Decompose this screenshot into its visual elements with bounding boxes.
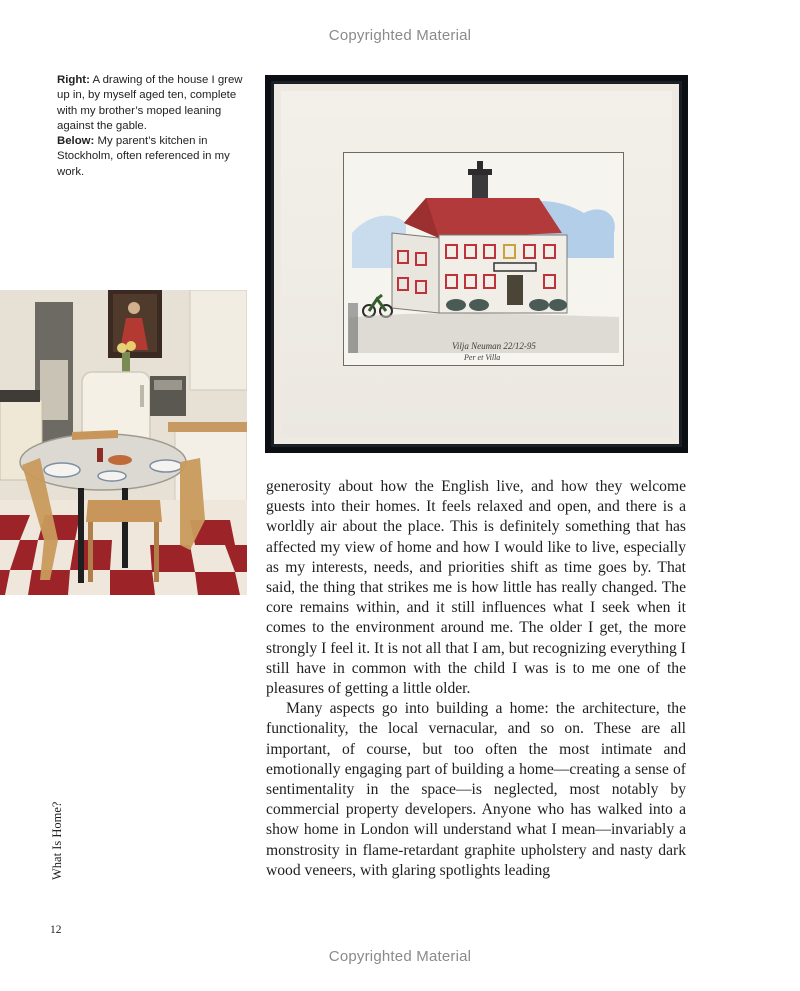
- house-drawing: [344, 153, 623, 365]
- drawing-signature-line2: Per et Villa: [464, 353, 501, 362]
- copyright-watermark-bottom: Copyrighted Material: [328, 948, 472, 965]
- caption-right-label: Right:: [57, 74, 90, 86]
- body-paragraph-1: generosity about how the English live, and how they welcome guests into their homes. It feels relaxed and open, and there is a worldly air about the place. This is definitely something that has affected my view of home and how I would like to live, especially as my interests, needs, and priorities shift as time goes by. That said, the thing that strikes me is how little has really changed. The core remains within, and it still influences what I seek when it comes to the environment around me. The older I get, the more strongly I feel it. It is not all that I am, but recognizing everything I still have in common with the child I was is to me one of the pleasures of getting a little older.: [266, 478, 686, 698]
- body-paragraph-2: Many aspects go into building a home: the architecture, the functionality, the local vernacular, and so on. These are all important, of course, but too often the most intimate and emotionally engaging part of building a home—creating a sense of sentimentality in the space—is neglected, most notably by commercial property developers. Anyone who has walked into a show home in London will understand what I mean—invariably a monstrosity in flame-retardant graphite upholstery and nasty dark wood veneers, with glaring spotlights leading: [266, 700, 686, 879]
- framed-drawing: [265, 75, 688, 453]
- caption-below: [57, 134, 257, 180]
- page-number: 12: [50, 924, 62, 936]
- caption-right-text: A drawing of the house I grew up in, by myself aged ten, complete with my brother’s moped leaning against the gable.: [57, 74, 243, 132]
- picture-mat: [281, 91, 672, 437]
- kitchen-photo: [0, 290, 247, 595]
- caption-below-text: My parent’s kitchen in Stockholm, often referenced in my work.: [57, 135, 230, 178]
- body-text: [266, 477, 686, 881]
- caption-right: [57, 73, 257, 134]
- caption-below-label: Below:: [57, 135, 95, 148]
- copyright-watermark-top: Copyrighted Material: [328, 27, 472, 44]
- running-head: What Is Home?: [50, 801, 64, 880]
- drawing-signature: Vilja Neuman 22/12-95: [452, 341, 536, 351]
- image-caption: [57, 73, 257, 180]
